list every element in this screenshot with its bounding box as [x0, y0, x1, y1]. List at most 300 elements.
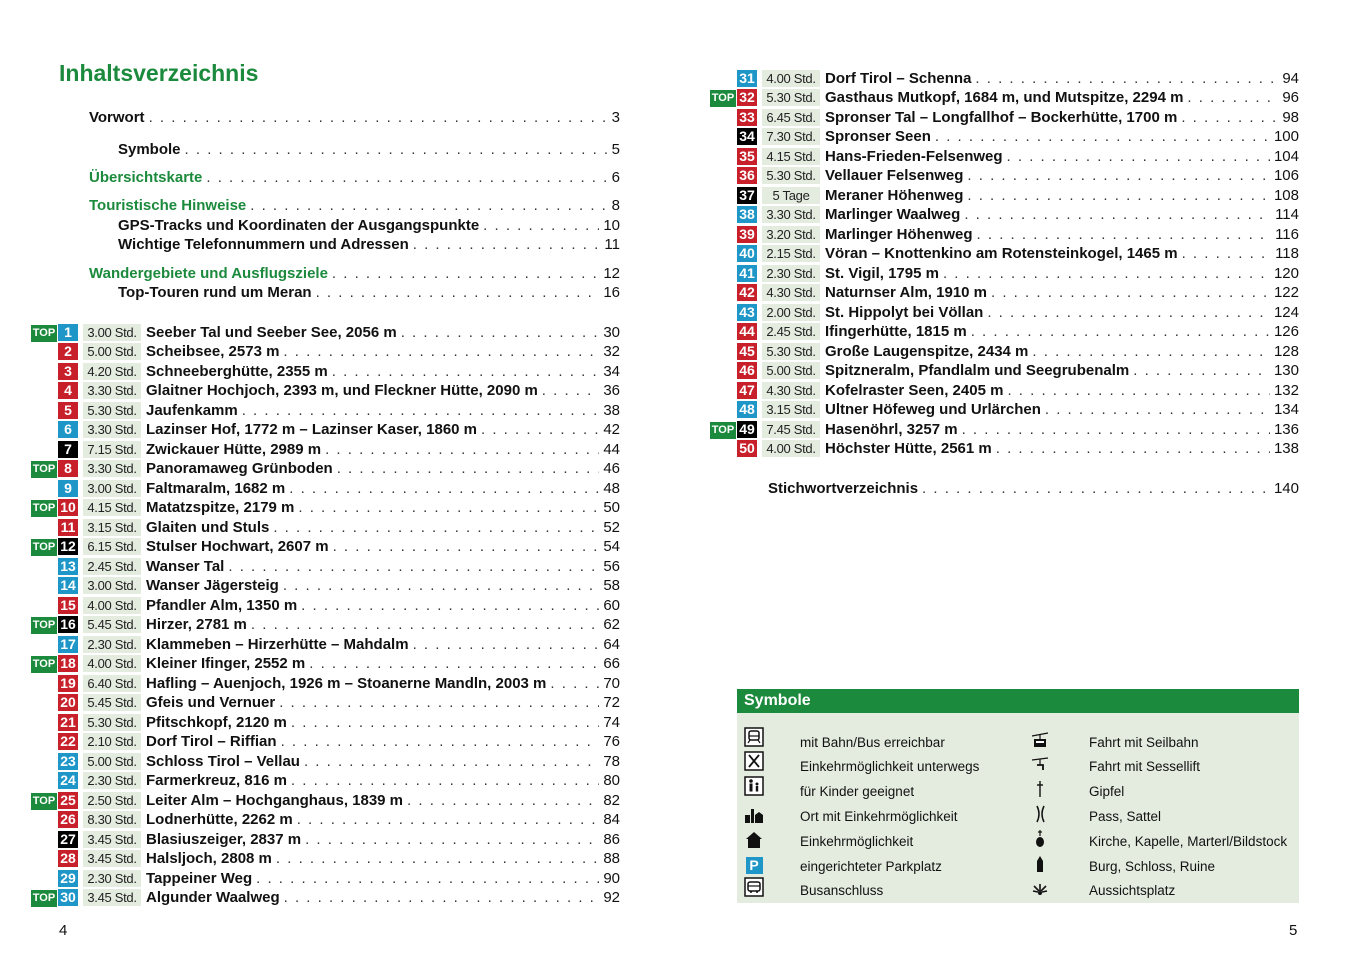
tour-number-badge: 18 [58, 655, 78, 672]
toc-entry-gps-tracks[interactable] [118, 215, 620, 235]
tour-title: Kofelraster Seen, 2405 m [825, 381, 1004, 399]
tour-number-badge: 38 [737, 206, 757, 223]
symbol-text: für Kinder geeignet [800, 784, 915, 799]
top-badge: TOP [31, 890, 57, 907]
tour-duration: 5.00 Std. [762, 362, 820, 379]
tour-duration: 3.30 Std. [762, 206, 820, 223]
symbol-text: Ort mit Einkehrmöglichkeit [800, 809, 958, 824]
top-badge-slot [31, 459, 58, 478]
toc-entry-page: 5 [611, 140, 620, 158]
leader-dots [1045, 401, 1270, 418]
tour-duration: 3.30 Std. [83, 460, 141, 477]
leader-dots [1007, 148, 1270, 165]
tour-page: 70 [603, 674, 620, 692]
toc-entry-page: 140 [1273, 479, 1299, 497]
tour-number-badge: 14 [58, 577, 78, 594]
tour-title: Schloss Tirol – Vellau [146, 752, 300, 770]
tour-title: Kleiner Ifinger, 2552 m [146, 655, 306, 672]
top-badge: TOP [31, 793, 57, 810]
tour-page: 78 [603, 752, 620, 770]
tour-page: 114 [1275, 206, 1299, 223]
tour-page: 54 [603, 538, 620, 555]
leader-dots [337, 460, 600, 477]
leader-dots [401, 324, 600, 341]
leader-dots [967, 167, 1270, 184]
tour-number-badge: 22 [58, 733, 78, 750]
tour-number-badge: 32 [737, 89, 757, 106]
tour-page: 76 [603, 733, 620, 750]
toc-entry-label: Wichtige Telefonnummern und Adressen [118, 235, 409, 253]
toc-entry-stichwortverzeichnis[interactable] [768, 478, 1299, 498]
tour-page: 118 [1275, 245, 1299, 262]
leader-dots [962, 421, 1270, 438]
tour-duration: 3.00 Std. [83, 577, 141, 594]
tour-page: 92 [603, 889, 620, 906]
tour-title: Spronser Tal – Longfallhof – Bockerhütte, 1700 m [825, 108, 1178, 126]
tour-title: St. Vigil, 1795 m [825, 264, 939, 282]
tour-number-badge: 50 [737, 440, 757, 457]
tour-entry-5[interactable] [31, 400, 620, 420]
tour-title: St. Hippolyt bei Völlan [825, 303, 984, 321]
tour-page: 34 [603, 362, 620, 380]
tour-duration: 4.30 Std. [762, 284, 820, 301]
tour-duration: 3.20 Std. [762, 226, 820, 243]
tour-title: Spitzneralm, Pfandlalm und Seegrubenalm [825, 362, 1130, 379]
tour-title: Marlinger Höhenweg [825, 225, 973, 243]
chairlift-icon [1030, 755, 1050, 775]
tour-page: 136 [1273, 420, 1299, 438]
leader-dots [284, 889, 600, 906]
tour-number-badge: 3 [58, 363, 78, 380]
tour-number-badge: 34 [737, 128, 757, 145]
tour-page: 48 [603, 479, 620, 497]
tour-title: Wanser Tal [146, 557, 225, 575]
top-badge-slot [31, 791, 58, 810]
leader-dots [975, 70, 1278, 87]
castle-icon [1030, 854, 1050, 874]
symbol-text: eingerichteter Parkplatz [800, 859, 942, 874]
tour-entry-11[interactable] [31, 517, 620, 537]
tour-page: 130 [1273, 362, 1299, 379]
tour-entry-19[interactable] [31, 673, 620, 693]
tour-duration: 5.30 Std. [762, 89, 820, 106]
tour-number-badge: 24 [58, 772, 78, 789]
top-badge: TOP [31, 500, 57, 517]
tour-entry-50[interactable] [710, 439, 1299, 459]
tour-entry-30[interactable] [31, 888, 620, 908]
top-badge-slot [31, 537, 58, 556]
tour-title: Hafling – Auenjoch, 1926 m – Stoanerne Mandln, 2003 m [146, 674, 547, 692]
tour-number-badge: 30 [58, 889, 78, 906]
cable-car-icon [1030, 731, 1050, 751]
leader-dots [1187, 89, 1278, 106]
tour-entry-2[interactable] [31, 342, 620, 362]
top-badge: TOP [31, 656, 57, 673]
tour-page: 46 [603, 460, 620, 477]
tour-title: Stulser Hochwart, 2607 m [146, 538, 329, 555]
tour-entry-14[interactable] [31, 576, 620, 596]
tour-title: Glaitner Hochjoch, 2393 m, und Fleckner Hütte, 2090 m [146, 382, 538, 399]
tour-entry-40[interactable] [710, 244, 1299, 264]
tour-entry-21[interactable] [31, 712, 620, 732]
tour-entry-48[interactable] [710, 400, 1299, 420]
top-badge-slot [31, 498, 58, 517]
toc-entry-vorwort[interactable] [89, 107, 620, 127]
tour-entry-22[interactable] [31, 732, 620, 752]
toc-entry-page: 11 [604, 235, 620, 253]
tour-page: 64 [603, 635, 620, 653]
tour-entry-17[interactable] [31, 634, 620, 654]
tour-page: 38 [603, 401, 620, 419]
tour-title: Ultner Höfeweg und Urlärchen [825, 401, 1041, 418]
toc-entry-telefonnummern[interactable] [118, 234, 620, 254]
symbol-text: Fahrt mit Seilbahn [1089, 735, 1199, 750]
top-badge-slot [710, 88, 737, 107]
tour-duration: 2.10 Std. [83, 733, 141, 750]
tour-entry-7[interactable] [31, 439, 620, 459]
symbol-text: Kirche, Kapelle, Marterl/Bildstock [1089, 834, 1288, 849]
tour-title: Vöran – Knottenkino am Rotensteinkogel, 1465 m [825, 245, 1178, 262]
tour-title: Faltmaralm, 1682 m [146, 479, 286, 497]
toc-entry-label: GPS-Tracks und Koordinaten der Ausgangspunkte [118, 216, 480, 234]
tour-entry-20[interactable] [31, 693, 620, 713]
tour-entry-44[interactable] [710, 322, 1299, 342]
symbol-text: Einkehrmöglichkeit unterwegs [800, 759, 980, 774]
tour-number-badge: 13 [58, 558, 78, 575]
leader-dots [289, 480, 599, 497]
tour-duration: 2.30 Std. [83, 870, 141, 887]
tour-entry-13[interactable] [31, 556, 620, 576]
tour-number-badge: 23 [58, 753, 78, 770]
leader-dots [291, 772, 599, 789]
leader-dots [1032, 343, 1270, 360]
symbol-text: Burg, Schloss, Ruine [1089, 859, 1216, 874]
tour-title: Farmerkreuz, 816 m [146, 772, 287, 789]
top-badge: TOP [31, 539, 57, 556]
tour-entry-29[interactable] [31, 868, 620, 888]
bus-icon [744, 877, 764, 897]
tour-entry-12[interactable] [31, 537, 620, 557]
tour-duration: 6.45 Std. [762, 109, 820, 126]
tour-entry-4[interactable] [31, 381, 620, 401]
tour-entry-16[interactable] [31, 615, 620, 635]
leader-dots [304, 753, 599, 770]
tour-page: 132 [1273, 381, 1299, 399]
tour-entry-37[interactable] [710, 185, 1299, 205]
leader-dots [256, 870, 599, 887]
tour-duration: 4.20 Std. [83, 363, 141, 380]
tour-duration: 2.15 Std. [762, 245, 820, 262]
tour-duration: 4.30 Std. [762, 382, 820, 399]
tour-title: Vellauer Felsenweg [825, 167, 964, 184]
leader-dots [283, 577, 599, 594]
tour-number-badge: 2 [58, 343, 78, 360]
toc-entry-label: Touristische Hinweise [89, 196, 247, 214]
tour-title: Gfeis und Vernuer [146, 694, 276, 711]
tour-duration: 5.30 Std. [83, 714, 141, 731]
leader-dots [407, 792, 599, 809]
tour-page: 128 [1273, 342, 1299, 360]
tour-page: 134 [1273, 401, 1299, 418]
tour-number-badge: 31 [737, 70, 757, 87]
tour-page: 72 [603, 694, 620, 711]
tour-duration: 8.30 Std. [83, 811, 141, 828]
tour-title: Meraner Höhenweg [825, 186, 964, 204]
tour-duration: 5 Tage [762, 187, 820, 204]
tour-number-badge: 28 [58, 850, 78, 867]
page-number-right: 5 [1289, 922, 1298, 939]
tour-duration: 3.00 Std. [83, 480, 141, 497]
tour-title: Höchster Hütte, 2561 m [825, 440, 992, 457]
tour-number-badge: 47 [737, 382, 757, 399]
tour-page: 74 [603, 713, 620, 731]
tour-page: 120 [1273, 264, 1299, 282]
tour-duration: 5.30 Std. [83, 402, 141, 419]
tour-number-badge: 41 [737, 265, 757, 282]
symbol-text: Pass, Sattel [1089, 809, 1162, 824]
tour-page: 44 [603, 440, 620, 458]
toc-entry-label: Symbole [118, 140, 181, 158]
top-badge: TOP [31, 461, 57, 478]
tour-duration: 4.00 Std. [762, 70, 820, 87]
toc-entry-uebersichtskarte[interactable] [89, 167, 620, 187]
tour-entry-6[interactable] [31, 420, 620, 440]
page-title: Inhaltsverzeichnis [59, 60, 259, 86]
tour-number-badge: 29 [58, 870, 78, 887]
leader-dots [964, 206, 1271, 223]
tour-title: Seeber Tal und Seeber See, 2056 m [146, 323, 397, 341]
tour-entry-28[interactable] [31, 849, 620, 869]
tour-duration: 3.45 Std. [83, 831, 141, 848]
tour-page: 56 [603, 557, 620, 575]
tour-entry-42[interactable] [710, 283, 1299, 303]
tour-page: 50 [603, 499, 620, 516]
tour-duration: 2.30 Std. [83, 772, 141, 789]
tour-duration: 2.50 Std. [83, 792, 141, 809]
pass-icon [1030, 804, 1050, 824]
leader-dots [1007, 382, 1270, 399]
tour-page: 116 [1275, 225, 1299, 243]
tour-number-badge: 4 [58, 382, 78, 399]
tour-entry-26[interactable] [31, 810, 620, 830]
tour-number-badge: 21 [58, 714, 78, 731]
tour-page: 36 [603, 382, 620, 399]
tour-entry-8[interactable] [31, 459, 620, 479]
tour-duration: 2.30 Std. [83, 636, 141, 653]
tour-duration: 5.00 Std. [83, 753, 141, 770]
tour-title: Schneeberghütte, 2355 m [146, 362, 328, 380]
parking-icon: P [744, 855, 764, 875]
page-number-left: 4 [59, 922, 68, 939]
tour-page: 126 [1273, 323, 1299, 340]
symbol-text: Einkehrmöglichkeit [800, 834, 914, 849]
tour-page: 84 [603, 811, 620, 828]
tour-duration: 3.15 Std. [83, 519, 141, 536]
tour-entry-24[interactable] [31, 771, 620, 791]
tour-number-badge: 39 [737, 226, 757, 243]
tour-page: 106 [1273, 167, 1299, 184]
tour-title: Große Laugenspitze, 2434 m [825, 342, 1029, 360]
tour-title: Algunder Waalweg [146, 889, 280, 906]
tour-duration: 5.45 Std. [83, 616, 141, 633]
tour-entry-39[interactable] [710, 224, 1299, 244]
leader-dots [413, 636, 600, 653]
leader-dots [332, 363, 600, 380]
tour-number-badge: 9 [58, 480, 78, 497]
tour-entry-35[interactable] [710, 146, 1299, 166]
tour-duration: 6.40 Std. [83, 675, 141, 692]
tour-title: Matatzspitze, 2179 m [146, 499, 295, 516]
toc-entry-label: Stichwortverzeichnis [768, 479, 919, 497]
tour-duration: 7.30 Std. [762, 128, 820, 145]
tour-page: 124 [1273, 303, 1299, 321]
tour-number-badge: 44 [737, 323, 757, 340]
tour-title: Dorf Tirol – Riffian [146, 733, 277, 750]
cutlery-icon [744, 751, 764, 771]
tour-page: 42 [603, 421, 620, 438]
toc-entry-wandergebiete[interactable] [89, 263, 620, 283]
tour-entry-33[interactable] [710, 107, 1299, 127]
tour-number-badge: 12 [58, 538, 78, 555]
leader-dots [996, 440, 1270, 457]
tour-entry-46[interactable] [710, 361, 1299, 381]
tour-page: 86 [603, 830, 620, 848]
tour-duration: 2.00 Std. [762, 304, 820, 321]
tour-duration: 4.15 Std. [83, 499, 141, 516]
leader-dots [935, 128, 1270, 145]
tour-entry-32[interactable] [710, 88, 1299, 108]
tour-entry-18[interactable] [31, 654, 620, 674]
leader-dots [1133, 362, 1270, 379]
tour-entry-15[interactable] [31, 595, 620, 615]
house-icon [744, 830, 764, 850]
tour-entry-31[interactable] [710, 68, 1299, 88]
tour-entry-47[interactable] [710, 380, 1299, 400]
tour-entry-1[interactable] [31, 322, 620, 342]
tour-entry-43[interactable] [710, 302, 1299, 322]
leader-dots [325, 441, 599, 458]
tour-page: 82 [603, 791, 620, 809]
tour-entry-49[interactable] [710, 419, 1299, 439]
leader-dots [305, 831, 599, 848]
tour-page: 60 [603, 596, 620, 614]
tour-number-badge: 40 [737, 245, 757, 262]
viewpoint-icon [1030, 879, 1050, 899]
tour-duration: 3.00 Std. [83, 324, 141, 341]
tour-number-badge: 19 [58, 675, 78, 692]
tour-duration: 4.00 Std. [83, 597, 141, 614]
tour-title: Pfitschkopf, 2120 m [146, 713, 287, 731]
tour-page: 88 [603, 850, 620, 867]
top-badge-slot [31, 615, 58, 634]
toc-entry-page: 3 [611, 108, 620, 126]
tour-entry-36[interactable] [710, 166, 1299, 186]
tour-title: Lodnerhütte, 2262 m [146, 811, 293, 828]
tour-title: Glaiten und Stuls [146, 518, 270, 536]
tour-title: Panoramaweg Grünboden [146, 460, 333, 477]
leader-dots [1182, 245, 1271, 262]
family-icon [744, 776, 764, 796]
leader-dots [542, 382, 600, 399]
symbol-text: Gipfel [1089, 784, 1125, 799]
leader-dots [1181, 109, 1278, 126]
toc-entry-page: 12 [603, 264, 620, 282]
tour-entry-45[interactable] [710, 341, 1299, 361]
tour-page: 94 [1282, 69, 1299, 87]
tour-entry-38[interactable] [710, 205, 1299, 225]
tour-page: 138 [1273, 440, 1299, 457]
leader-dots [971, 323, 1270, 340]
tour-entry-9[interactable] [31, 478, 620, 498]
tour-number-badge: 7 [58, 441, 78, 458]
tour-number-badge: 11 [58, 519, 78, 536]
leader-dots [301, 597, 599, 614]
leader-dots [967, 187, 1270, 204]
train-bus-icon [744, 727, 764, 747]
tour-entry-23[interactable] [31, 751, 620, 771]
tour-number-badge: 1 [58, 324, 78, 341]
tour-number-badge: 48 [737, 401, 757, 418]
tour-page: 90 [603, 869, 620, 887]
tour-page: 30 [603, 323, 620, 341]
tour-number-badge: 8 [58, 460, 78, 477]
tour-title: Leiter Alm – Hochganghaus, 1839 m [146, 791, 404, 809]
tour-entry-34[interactable] [710, 127, 1299, 147]
toc-entry-top-touren[interactable] [118, 282, 620, 302]
toc-entry-touristische-hinweise[interactable] [89, 195, 620, 215]
tour-duration: 4.00 Std. [83, 655, 141, 672]
tour-number-badge: 27 [58, 831, 78, 848]
church-icon [1030, 829, 1050, 849]
tour-duration: 2.30 Std. [762, 265, 820, 282]
tour-title: Wanser Jägersteig [146, 577, 279, 594]
leader-dots [333, 538, 600, 555]
tour-number-badge: 36 [737, 167, 757, 184]
tour-entry-25[interactable] [31, 790, 620, 810]
symbol-text: Aussichtsplatz [1089, 883, 1176, 898]
tour-entry-10[interactable] [31, 498, 620, 518]
tour-title: Hans-Frieden-Felsenweg [825, 147, 1003, 165]
top-badge-slot [31, 888, 58, 907]
leader-dots [228, 558, 599, 575]
village-icon [744, 805, 764, 825]
top-badge: TOP [710, 90, 736, 107]
tour-entry-41[interactable] [710, 263, 1299, 283]
tour-number-badge: 5 [58, 402, 78, 419]
tour-title: Lazinser Hof, 1772 m – Lazinser Kaser, 1860 m [146, 421, 478, 438]
tour-title: Zwickauer Hütte, 2989 m [146, 440, 322, 458]
leader-dots [283, 343, 599, 360]
tour-page: 66 [603, 655, 620, 672]
toc-entry-page: 6 [611, 168, 620, 186]
symbols-legend-heading: Symbole [737, 689, 1299, 713]
symbol-text: Fahrt mit Sessellift [1089, 759, 1201, 774]
tour-page: 62 [603, 616, 620, 633]
top-badge-slot [31, 323, 58, 342]
tour-entry-27[interactable] [31, 829, 620, 849]
tour-duration: 5.45 Std. [83, 694, 141, 711]
tour-duration: 5.30 Std. [762, 343, 820, 360]
tour-title: Klammeben – Hirzerhütte – Mahdalm [146, 635, 409, 653]
leader-dots [309, 655, 599, 672]
tour-entry-3[interactable] [31, 361, 620, 381]
toc-entry-label: Übersichtskarte [89, 168, 203, 186]
toc-entry-symbole[interactable] [118, 139, 620, 159]
toc-entry-page: 8 [611, 196, 620, 214]
tour-duration: 3.15 Std. [762, 401, 820, 418]
tour-duration: 5.30 Std. [762, 167, 820, 184]
tour-title: Dorf Tirol – Schenna [825, 69, 972, 87]
